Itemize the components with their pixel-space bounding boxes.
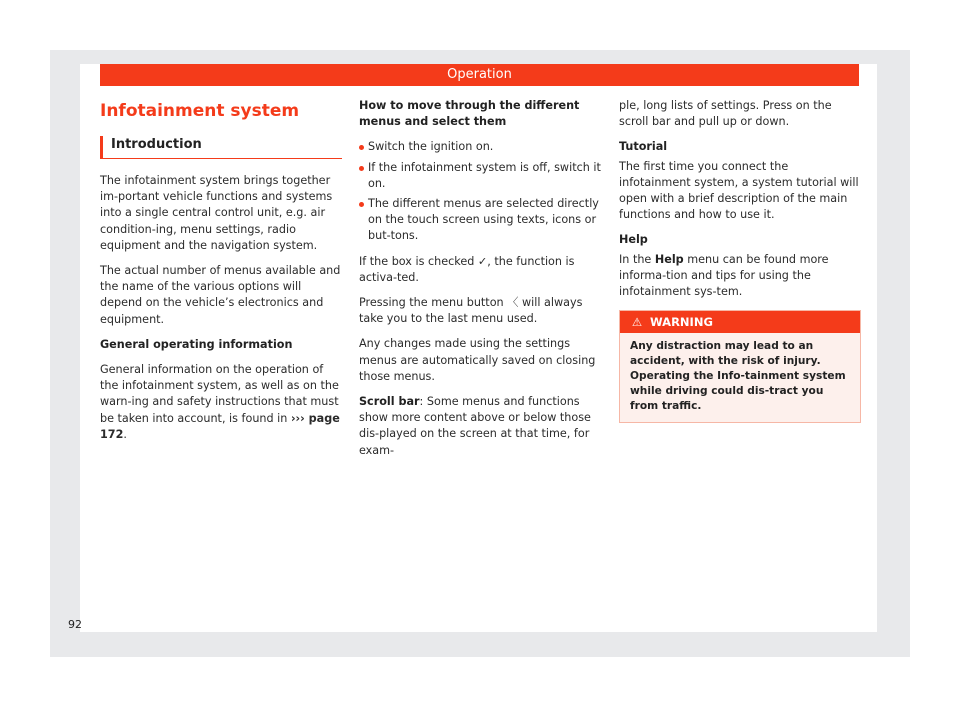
general-heading: General operating information bbox=[100, 337, 293, 351]
back-text-b: will always take you to the last menu used. bbox=[359, 296, 583, 326]
warning-text: Any distraction may lead to an accident, with the risk of injury. Operating the Info-tainment system while driving could dis-tract you from traffic. bbox=[630, 340, 846, 413]
back-text-a: Pressing the menu button bbox=[359, 296, 504, 310]
list-item-text: If the infotainment system is off, switch it on. bbox=[368, 160, 601, 190]
checkmark-icon: ✓ bbox=[477, 254, 488, 268]
general-text: General information on the operation of the infotainment system, as well as on the warn-ing and safety instructions that must be taken into account, is found in bbox=[100, 363, 339, 425]
checked-text-a: If the box is checked bbox=[359, 254, 475, 268]
help-heading: Help bbox=[619, 233, 648, 247]
back-paragraph bbox=[359, 295, 601, 327]
list-item-text: The different menus are selected directly on the touch screen using texts, icons or but-tons. bbox=[368, 197, 599, 243]
warning-title: WARNING bbox=[650, 315, 713, 330]
continuation-paragraph: ple, long lists of settings. Press on the scroll bar and pull up or down. bbox=[619, 99, 832, 129]
warning-triangle-icon: ⚠ bbox=[631, 315, 643, 330]
back-chevron-icon: 〈 bbox=[507, 296, 519, 310]
column-3 bbox=[619, 98, 861, 423]
page-number: 92 bbox=[68, 618, 82, 631]
list-item bbox=[359, 196, 601, 245]
warning-header bbox=[620, 311, 860, 333]
scroll-bar-label: Scroll bar bbox=[359, 395, 420, 409]
general-paragraph bbox=[100, 362, 342, 443]
bullet-dot-icon bbox=[359, 202, 364, 207]
section-title: Infotainment system bbox=[100, 101, 300, 121]
intro-paragraph-2: The actual number of menus available and the name of the various options will depend on the vehicle’s electronics and equipment. bbox=[100, 264, 341, 326]
changes-paragraph: Any changes made using the settings menus are automatically saved on closing those menus. bbox=[359, 337, 596, 383]
list-item bbox=[359, 139, 601, 155]
bullet-dot-icon bbox=[359, 166, 364, 171]
checked-text-b: , the function is activa-ted. bbox=[359, 254, 575, 284]
chapter-header: Operation bbox=[100, 64, 859, 86]
list-item bbox=[359, 160, 601, 192]
tutorial-paragraph: The first time you connect the infotainment system, a system tutorial will open with a brief description of the main functions and how to use it. bbox=[619, 159, 859, 222]
page-reference-link[interactable]: ››› page 172 bbox=[100, 411, 340, 441]
warning-box bbox=[619, 310, 861, 423]
column-2 bbox=[359, 98, 601, 468]
list-item-text: Switch the ignition on. bbox=[368, 140, 494, 154]
help-text-a: In the bbox=[619, 252, 652, 266]
general-end: . bbox=[123, 427, 127, 441]
intro-paragraph-1: The infotainment system brings together im-portant vehicle functions and systems into a single central control unit, e.g. air condition-ing, menu settings, radio equipment and the navigation system. bbox=[100, 174, 333, 252]
column-1 bbox=[100, 98, 342, 452]
tutorial-heading: Tutorial bbox=[619, 140, 668, 154]
help-keyword: Help bbox=[654, 252, 684, 266]
checked-paragraph bbox=[359, 254, 601, 286]
scroll-paragraph bbox=[359, 394, 601, 459]
menus-heading: How to move through the different menus and select them bbox=[359, 99, 580, 129]
bullet-dot-icon bbox=[359, 145, 364, 150]
subsection-title: Introduction bbox=[100, 136, 342, 159]
scroll-bar-text: : Some menus and functions show more content above or below those dis-played on the screen at that time, for exam- bbox=[359, 395, 591, 457]
help-paragraph bbox=[619, 252, 861, 301]
help-text-b: menu can be found more informa-tion and tips for using the infotainment sys-tem. bbox=[619, 252, 829, 299]
